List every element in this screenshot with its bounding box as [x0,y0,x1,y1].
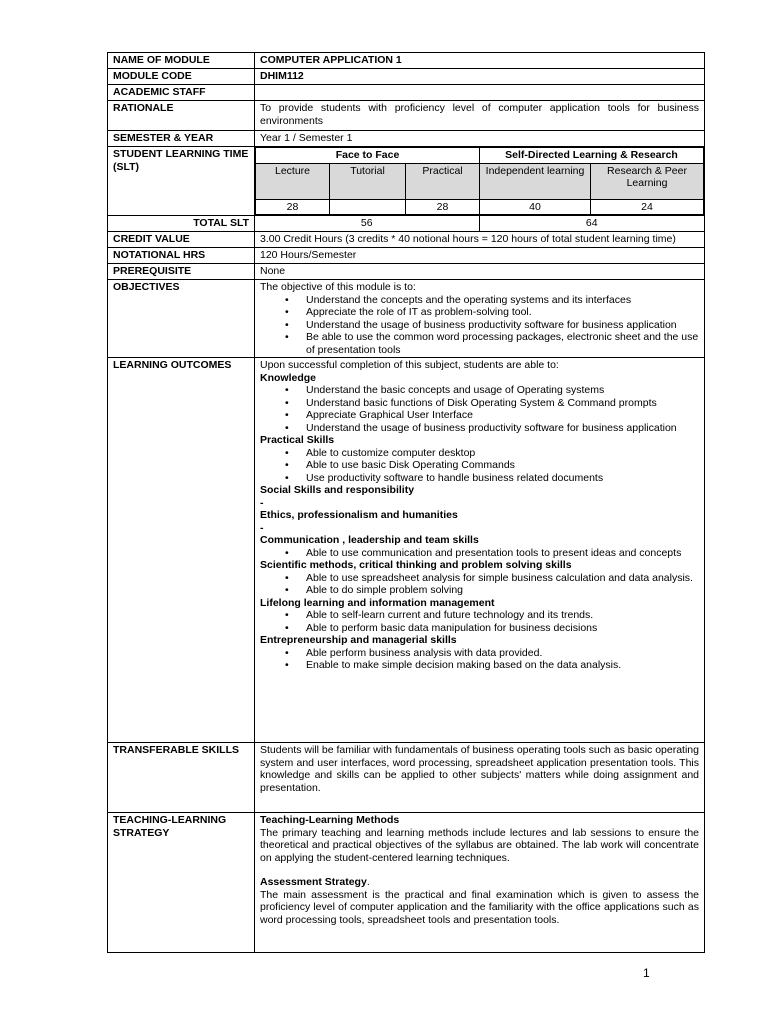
knowledge-list [260,384,699,434]
row-semester-year [108,131,705,147]
list-item: • Be able to use the common word processing packages, electronic sheet and the use of presentation tools [306,331,699,356]
list-item: • Able to use communication and presentation tools to present ideas and concepts [306,547,699,560]
slt-table [255,147,704,215]
slt-val-lecture: 28 [256,199,330,215]
knowledge-heading: Knowledge [260,371,317,384]
label-rationale: RATIONALE [108,101,255,131]
list-item: • Able perform business analysis with data provided. [306,647,699,660]
list-item: • Understand the basic concepts and usage of Operating systems [306,384,699,397]
slt-val-practical: 28 [406,199,480,215]
value-prerequisite: None [255,264,705,280]
row-transferable-skills [108,743,705,813]
list-item: • Appreciate the role of IT as problem-solving tool. [306,306,699,319]
slt-group-self-directed: Self-Directed Learning & Research [480,148,704,164]
row-learning-outcomes [108,358,705,743]
list-item: • Understand the usage of business productivity software for business application [306,319,699,332]
social-skills-dash: - [260,496,264,509]
assessment-strategy-heading: Assessment Strategy [260,876,367,888]
label-teaching-learning-strategy: TEACHING-LEARNING STRATEGY [108,813,255,953]
slt-col-tutorial: Tutorial [330,163,406,199]
label-total-slt: TOTAL SLT [108,216,255,232]
ethics-dash: - [260,521,264,534]
row-rationale [108,101,705,131]
label-academic-staff: ACADEMIC STAFF [108,85,255,101]
row-total-slt [108,216,705,232]
total-slt-self-directed: 64 [479,216,704,231]
slt-val-independent: 40 [480,199,591,215]
row-objectives [108,280,705,358]
slt-group-face-to-face: Face to Face [256,148,480,164]
value-name-of-module: COMPUTER APPLICATION 1 [255,53,705,69]
row-prerequisite [108,264,705,280]
label-transferable-skills: TRANSFERABLE SKILLS [108,743,255,813]
label-objectives: OBJECTIVES [108,280,255,358]
slt-col-practical: Practical [406,163,480,199]
slt-col-lecture: Lecture [256,163,330,199]
list-item: • Able to customize computer desktop [306,447,699,460]
assessment-strategy-text: The main assessment is the practical and final examination which is given to assess the proficiency level of computer application and the familiarity with the office applications such as word processing tools, spreadsheet tools and presentation tools. [260,888,699,926]
row-teaching-learning-strategy [108,813,705,953]
value-credit-value: 3.00 Credit Hours (3 credits * 40 notional hours = 120 hours of total student learning time) [255,232,705,248]
outcomes-intro: Upon successful completion of this subject, students are able to: [260,359,559,371]
slt-col-independent: Independent learning [480,163,591,199]
list-item: • Understand basic functions of Disk Operating System & Command prompts [306,397,699,410]
label-name-of-module: NAME OF MODULE [108,53,255,69]
assessment-strategy-heading-line [260,876,699,889]
list-item: • Able to do simple problem solving [306,584,699,597]
list-item: • Understand the concepts and the operating systems and its interfaces [306,294,699,307]
label-module-code: MODULE CODE [108,69,255,85]
value-rationale: To provide students with proficiency level of computer application tools for business environments [255,101,705,131]
practical-skills-heading: Practical Skills [260,434,335,446]
row-name-of-module [108,53,705,69]
list-item: • Able to self-learn current and future technology and its trends. [306,609,699,622]
module-descriptor-table [107,52,705,953]
communication-heading: Communication , leadership and team skills [260,534,479,546]
label-notational-hrs: NOTATIONAL HRS [108,248,255,264]
list-item: • Use productivity software to handle business related documents [306,472,699,485]
list-item: • Able to perform basic data manipulation for business decisions [306,622,699,635]
teaching-methods-heading: Teaching-Learning Methods [260,814,400,826]
assessment-strategy-period: . [366,876,370,888]
objectives-intro: The objective of this module is to: [260,281,416,293]
value-transferable-skills: Students will be familiar with fundamentals of business operating tools such as basic operating system and user interfaces, word processing, spreadsheet application presentation tools. This knowledge and skills can be applied to other subjects' matters while doing assignment and presentation. [255,743,705,813]
label-semester-year: SEMESTER & YEAR [108,131,255,147]
row-credit-value [108,232,705,248]
label-credit-value: CREDIT VALUE [108,232,255,248]
list-item: • Enable to make simple decision making based on the data analysis. [306,659,699,672]
slt-col-research: Research & Peer Learning [591,163,704,199]
social-skills-heading: Social Skills and responsibility [260,484,415,496]
value-semester-year: Year 1 / Semester 1 [255,131,705,147]
entrepreneurship-list [260,647,699,672]
value-teaching-learning-strategy [255,813,705,953]
scientific-methods-heading: Scientific methods, critical thinking and problem solving skills [260,559,572,571]
row-slt [108,147,705,216]
lifelong-learning-heading: Lifelong learning and information management [260,596,495,609]
list-item: • Able to use spreadsheet analysis for simple business calculation and data analysis. [306,572,699,585]
list-item: • Appreciate Graphical User Interface [306,409,699,422]
total-slt-values [255,216,705,232]
slt-val-tutorial [330,199,406,215]
teaching-methods-text: The primary teaching and learning methods include lectures and lab sessions to ensure the theoretical and practical objectives of the syllabus are obtained. The lab work will concentrate on applying the student-centered learning techniques. [260,826,699,864]
communication-list [260,547,699,560]
page-number: 1 [643,966,650,980]
slt-breakdown [255,147,705,216]
label-slt: STUDENT LEARNING TIME (SLT) [108,147,255,216]
lifelong-learning-list [260,609,699,634]
scientific-methods-list [260,572,699,597]
label-prerequisite: PREREQUISITE [108,264,255,280]
row-module-code [108,69,705,85]
ethics-heading: Ethics, professionalism and humanities [260,509,458,521]
value-objectives [255,280,705,358]
value-learning-outcomes [255,358,705,743]
slt-val-research: 24 [591,199,704,215]
practical-skills-list [260,447,699,485]
list-item: • Understand the usage of business productivity software for business application [306,422,699,435]
objectives-list [260,294,699,357]
entrepreneurship-heading: Entrepreneurship and managerial skills [260,634,457,646]
list-item: • Able to use basic Disk Operating Commands [306,459,699,472]
value-module-code: DHIM112 [255,69,705,85]
total-slt-table [255,216,704,231]
total-slt-face-to-face: 56 [255,216,479,231]
value-academic-staff [255,85,705,101]
value-notational-hrs: 120 Hours/Semester [255,248,705,264]
row-notational-hrs [108,248,705,264]
row-academic-staff [108,85,705,101]
label-learning-outcomes: LEARNING OUTCOMES [108,358,255,743]
